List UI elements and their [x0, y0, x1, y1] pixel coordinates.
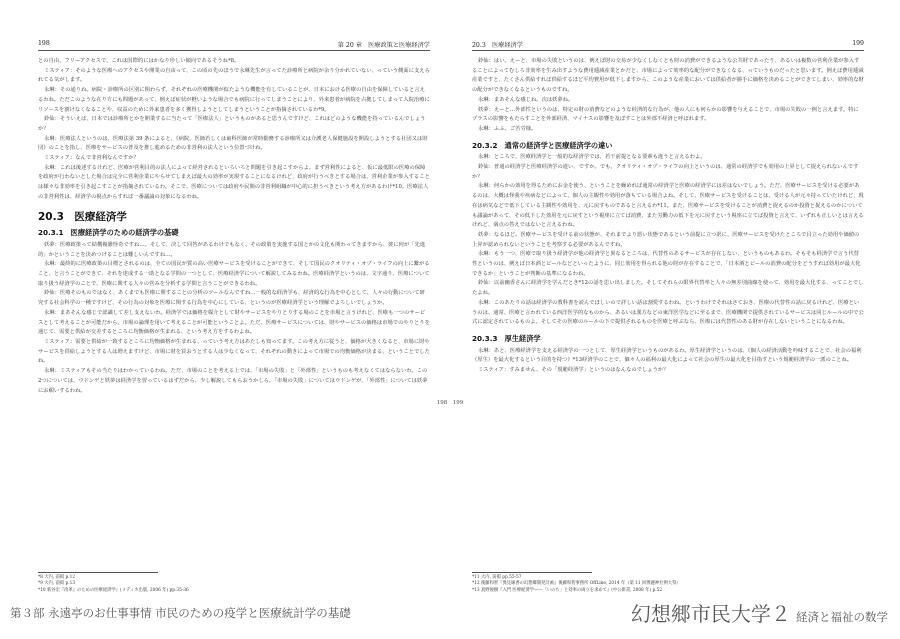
- paragraph: 妖夢：医療政策って結構複雑怪奇ですね…。そして、決して回答があるわけでもなく、その政策を実施する国とかの文化も関わってきますから、彼に何が「先進的」かということを決めつけることは難しいんですね…。: [38, 241, 426, 258]
- paragraph: 永琳：医療法人というのは、医療法第 39 条によると、《病院、医師若しくは歯科医師が常時勤務する診療所又は介護老人保健施設を開設しようとする社団又は財団》のことを指し、医療をサービスの普及を推し進めるための非営利の法人という位置づけね。: [38, 135, 428, 152]
- paragraph: 鈴仙：以前幽香さんに経済学を学んだとき*12の話を思い出しました。そしてそれらの限界代替率と人々の無差別曲線を使って、効用を最大化する、ってことでしたよね。: [472, 280, 864, 297]
- left-page-number: 198: [38, 40, 50, 47]
- book-title-main: 幻想郷市民大学２: [630, 602, 791, 626]
- right-footnote-rule: [472, 572, 592, 573]
- footnote: *9 大内, 前掲 p.13: [38, 581, 76, 587]
- paragraph: 永琳：ミスティアもその当たりはわかっているわね。ただ、市場のことを考える上では、「市場の失敗」と「外部性」というものも考えなくてはならないわ。この2つについては、ウドンゲと妖夢は経済学を習っているはずだから、少し解説してもらおうかしら。「市場の失敗」についてはウドンゲが、「外部性」については妖夢にお願いするわね。: [38, 368, 428, 394]
- subsection-title: 20.3.2 通常の経済学と医療経済学の違い: [472, 140, 613, 150]
- subsection-title: 20.3.1 医療経済学のための経済学の基礎: [38, 228, 179, 238]
- paragraph: 永琳：このあたりの話は経済学の教科書を読んでほしいので詳しい話は割愛するわね。というわけでそれはさておき、医療の代替性の話に戻るけれど、医療というのは、通常、医療と言われている西洋医学的なものから、あるいは漢方などの東洋医学などに至るまで、医療機関で提供されているサービスは同じルールの中で公式に認定されているものよ。そしてその医療のルールの下で提供されるものを医療と呼ぶなら、医療には代替性のある財が存在しないということになるわね。: [472, 299, 864, 326]
- footnote: *10 新谷宏『改革』のための医療経済学』(メディカ出版, 2006 年) pp.35-36: [38, 587, 189, 593]
- left-footnotes: [38, 575, 430, 594]
- right-footnotes: [472, 575, 864, 594]
- book-title-subtitle: 経済と福祉の数学: [796, 610, 888, 624]
- section-title: 20.3 医療経済学: [38, 210, 127, 223]
- paragraph: 永琳：最終的に医療政策の目標とされるのは、全ての国民が質の高い医療サービスを受けることができて、そして国民のクオリティ・オブ・ライフの向上に繋がること、と言うことができて、それを達成する一助となる学問の一つとして、医療経済学について解説してみるわね。医療経済学というのは、文字通り、医療について取り扱う経済学のことで、医療に関する人々の営みを分析する学問と言うことができるわね。: [38, 261, 430, 287]
- paragraph: 鈴仙：普通の経済学と医療経済学の違い、ですか。でも、クオリティ・オブ・ライフの向上というのは、通常の経済学でも効用の上昇として捉えられないんですか？: [472, 164, 859, 180]
- left-chapter-header: 第 20 章 医療政策と医療経済学: [337, 42, 430, 49]
- footnote: *8 大内, 前掲 p.12: [38, 575, 76, 580]
- right-section-header: 20.3 医療経済学: [472, 42, 523, 49]
- paragraph: 妖夢：なるほど。医療サービスを受ける前の状態が、それまでより悪い状態であるという前提に立つ訳に、医療サービスを受けたところで目立った効用や価値の上昇が認められないということを考察する必要があるんですね。: [472, 231, 860, 248]
- left-footnote-rule: [38, 572, 158, 573]
- left-body: [38, 57, 430, 396]
- paragraph: 永琳：ところで、医療経済学と一般的な経済学では、若干前提となる要素も違うと言えるわよ。: [478, 154, 706, 161]
- paragraph: 永琳：その通りね。病院・診療所の区別に関わらず、それぞれの医療機関が似たような機能を有していることが、日本における医療の自由を保障していると言えるわね。ただこのような在り方にも問題があって、例えば症状が軽いような場合でも病院に行ってしまうことにより、外来患者が病院を占拠してしまって入院治療にリソースを割けなくなることや、収益のために外来患者を多く獲得しようとしてしまうということが指摘されているわ*9。: [38, 87, 430, 113]
- paragraph: ミスティア：なんで非営利なんですか？: [44, 155, 139, 162]
- paragraph: 永琳：ふふ、ご苦労様。: [478, 125, 537, 132]
- paragraph: 永琳：まあそんな感じで認識して差し支えないわ。経済学では価格を媒介として財やサービスをやりとりする場のことを市場と言うけれど、医療も一つのサービスとして考えることが可能だから、市場の論理を用いて考えることが可能ということよ。ただ、医療サービスについては、財やサービスの価格は市場でのやりとりを通じて、需要と供給が交差するところに均衡価格が生まれる、という考え方をするわよね。: [38, 309, 430, 336]
- paragraph: ミスティア：すみません、その「規範経済学」というのはなんなのでしょうか？: [478, 367, 669, 374]
- paragraph: 妖夢：えーと…外部性というのは、特定の財の消費などのような経済的な行為が、他の人にも何らかの影響を与えることで、市場の失敗の一例と言えます。特にプラスの影響をもたらすことを外部経済、マイナスの影響を及ぼすことは外部不経済と呼ばれます。: [472, 106, 859, 123]
- paragraph: 永琳：何らかの効用を得るためにお金を使う、ということを繰めれば通常の経済学と医療の経済学には差はないでしょう。ただ、医療サービスを受ける必要があるのは、大概は怪我や疾病などによって、個人の主観性や効用が落ちている場合よね。そして、医療サービスを受けることは、受ける人が元々持っていたけれど、現在は病気などで低下している主観性や効用を、元に戻すものであると言えるわ*11。また、医療サービスを受けることが消費と捉えるのか投資と捉えるのかについても議論があって、その低下した効用を元に戻すという視座に立てば消費、また労働力の低下を元に戻すという視座に立てば投資と言えて、いずれも正しいとは言えるけれど、満点の答えではないと言えるわね。: [472, 183, 864, 229]
- paragraph: 永琳：もう一つ、医療で取り扱う経済学が他の経済学と異なるところは、代替性のあるサービスが存在しない、というものもあるわ。そもそも経済学で言う代替性というのは、例えば日本酒とビールなどといったように、同じ効用を得られる他の財が存在することで、「日本酒とビールの消費の配分をどうすれば効用が最大化できるか」ということが判断の基準になるわね。: [472, 251, 861, 277]
- paragraph: ミスティア：需要と供給が一致するところに均衡価格が生まれる、っていう考え方はあたしも知ってます。この考え方に従うと、価格が大きくなると、市場に財やサービスを供給しようとする人は増えますけど、市場に財を買おうとする人は少なくなって、それぞれの動きによって市場での均衡価格が決まる、ということでしたね。: [38, 338, 430, 365]
- paragraph: 永琳：これは後述するけれど、医療が営利目的の法人によって経営されるといろいろと問題を引き起こすからよ。まず営利性によると、仮に最低限の医療の保障を政府が行わないとした場合は完全に営利企業にやらせてしまえば最大の効率が実現することになるけれど、政府が行うべきとする場合は、営利企業が参入することは様々な非効率を引き起こすことが指摘されているわ。そこで、医療については政府や民間の非営利組織が中心的に担うべきという考え方があるわけ*10。医療法人の非営利性は、経済学の視点からすれば一番議論の対象になるわね。: [38, 164, 430, 200]
- paragraph: 永琳：まあそんな感じね。次は妖夢ね。: [478, 96, 574, 103]
- paragraph: ミスティア：そのような医療へのアクセスや開業の自由って、この頃の先のほうで永琳先生が言ってた診療所と病院が余り分かれていない、っていう側面に支えられてる気がします。: [38, 67, 430, 84]
- paragraph: 鈴仙：はい。えーと、市場の失敗というのは、例えば財の交易が少なくしなくとも財の消費ができるような公共財であったり、あるいは複数の営利企業が参入することによってむしろ非効率を生み出すような費用逓減産業とかだと、市場によって効率的な配分ができなくなる、っていうものだったと思います。例えば費用逓減産業ですと、たくさん供給すれば供給するほど平均費用が低下しますから、このような産業においては供給者が勝手に価格を決めることができてしまい、効率的な財の配分ができなくなるというものですね。: [472, 58, 864, 94]
- paragraph: との自由、フリーアクセスで、これは国際的にはかなり珍しい傾向であるそうね*8。: [38, 58, 240, 64]
- footnote: *11 大内, 前掲 pp.55-57: [472, 575, 522, 580]
- paragraph: 永琳：あと、医療経済学を支える経済学の一つとして、厚生経済学というものがあるわ。厚生経済学というのは、《個人の経済活動を吟味することで、社会の福利（厚生）を最大化するという目的を持つ》*13経済学のことで、個々人の福利の最大化によって社会の厚生の最大化を目指すという規範経済学の一派のことね。: [472, 347, 862, 364]
- book-title: [631, 598, 888, 627]
- right-page: [452, 0, 900, 600]
- footnote: *13 真野俊樹『入門 医療経済学——「いのち」と効率の両立を求めて』(中公新書, 2008 年) p.52: [472, 587, 663, 593]
- subsection-title: 20.3.3 厚生経済学: [472, 333, 541, 343]
- left-header-rule: [38, 50, 430, 51]
- left-page: [0, 0, 448, 600]
- paragraph: 鈴仙：医療そのものではなく、あくまでも医療に関することの分析のツールなんですね…一般的な経済学も、経済的な行為を中心として、人々の行動について研究する社会科学の一種ですけど、その行為の対象を医療に関する行為を中心にしている、というのが医療経済学という理解でよろしいでしょうか。: [38, 290, 425, 307]
- book-part-caption: 第３部 永遠亭のお仕事事情 市民のための疫学と医療統計学の基礎: [10, 606, 351, 620]
- footnote: *12 後藤和智『異見線香の幻想郷開発計画』後藤和智事務所 OffLine, 2014 年（第 11 回博麗神社例大祭）: [472, 581, 681, 587]
- paragraph: 鈴仙：そういえば、日本では診療所とかを開業するに当たって「医療法人」というものがあると思うんですけど、これはどのような機能を持っているんでしょうか？: [38, 116, 426, 132]
- gutter-page-numbers: 198 199: [436, 400, 464, 406]
- right-header-rule: [472, 50, 864, 51]
- right-body: [472, 57, 864, 376]
- right-page-number: 199: [852, 40, 864, 47]
